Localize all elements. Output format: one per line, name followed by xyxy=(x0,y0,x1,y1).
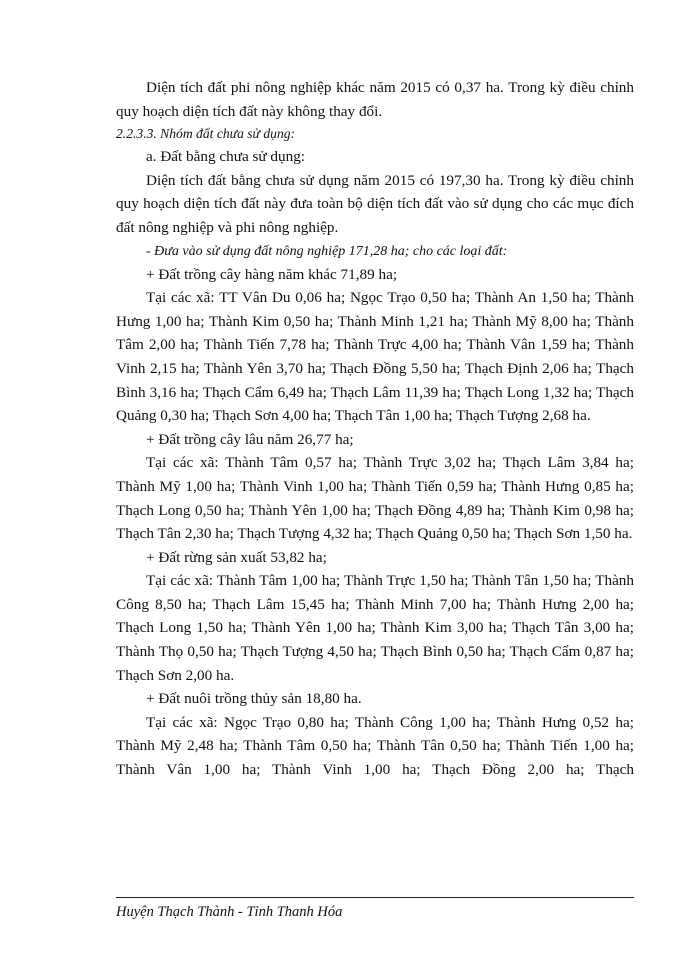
paragraph-perennial-crops-communes: Tại các xã: Thành Tâm 0,57 ha; Thành Trực 3,02 ha; Thạch Lâm 3,84 ha; Thành Mỹ 1,00 ha; Thành Vinh 1,00 ha; Thành Tiến 0,59 ha; Thành Hưng 0,85 ha; Thạch Long 0,50 ha; Thành Yên 1,00 ha; Thạch Đồng 4,89 ha; Thành Kim 0,98 ha; Thạch Tân 2,30 ha; Thạch Tượng 4,32 ha; Thạch Quảng 0,50 ha; Thạch Sơn 1,50 ha. xyxy=(116,454,634,543)
item-production-forest: + Đất rừng sản xuất 53,82 ha; xyxy=(146,548,327,566)
item-perennial-crops: + Đất trồng cây lâu năm 26,77 ha; xyxy=(146,430,354,448)
subheading-flat-unused-land: a. Đất bằng chưa sử dụng: xyxy=(146,148,306,166)
paragraph-annual-crops-communes: Tại các xã: TT Vân Du 0,06 ha; Ngọc Trạo 0,50 ha; Thành An 1,50 ha; Thành Hưng 1,00 ha; Thành Kim 0,50 ha; Thành Minh 1,21 ha; Thành Mỹ 8,00 ha; Thành Tâm 2,00 ha; Thành Tiến 7,78 ha; Thành Trực 4,00 ha; Thành Vân 1,59 ha; Thành Vinh 2,15 ha; Thành Yên 3,70 ha; Thạch Đồng 5,50 ha; Thạch Định 2,06 ha; Thạch Bình 3,16 ha; Thạch Cẩm 6,49 ha; Thạch Lâm 11,39 ha; Thạch Long 1,32 ha; Thạch Quảng 0,30 ha; Thạch Sơn 4,00 ha; Thạch Tân 1,00 ha; Thạch Tượng 2,68 ha. xyxy=(116,289,634,425)
section-heading-unused-land: 2.2.3.3. Nhóm đất chưa sử dụng: xyxy=(116,126,296,142)
paragraph-other-nonagri-land: Diện tích đất phi nông nghiệp khác năm 2015 có 0,37 ha. Trong kỳ điều chỉnh quy hoạch diện tích đất này không thay đổi. xyxy=(116,79,634,120)
item-aquaculture: + Đất nuôi trồng thủy sản 18,80 ha. xyxy=(146,690,362,708)
paragraph-aquaculture-communes: Tại các xã: Ngọc Trạo 0,80 ha; Thành Công 1,00 ha; Thành Hưng 0,52 ha; Thành Mỹ 2,48 ha; Thành Tâm 0,50 ha; Thành Tân 0,50 ha; Thành Tiến 1,00 ha; Thành Vân 1,00 ha; Thành Vinh 1,00 ha; Thạch Đồng 2,00 ha; Thạch xyxy=(116,713,634,779)
item-annual-crops: + Đất trồng cây hàng năm khác 71,89 ha; xyxy=(146,265,398,283)
paragraph-flat-unused-area: Diện tích đất bằng chưa sử dụng năm 2015 có 197,30 ha. Trong kỳ điều chỉnh quy hoạch diện tích đất này đưa toàn bộ diện tích đất vào sử dụng cho các mục đích đất nông nghiệp và phi nông nghiệp. xyxy=(116,171,634,236)
footer-text: Huyện Thạch Thành - Tỉnh Thanh Hóa xyxy=(116,904,343,920)
paragraph-production-forest-communes: Tại các xã: Thành Tâm 1,00 ha; Thành Trực 1,50 ha; Thành Tân 1,50 ha; Thành Công 8,50 ha; Thạch Lâm 15,45 ha; Thành Minh 7,00 ha; Thành Hưng 2,00 ha; Thạch Long 1,50 ha; Thành Yên 1,00 ha; Thành Kim 3,00 ha; Thạch Tân 3,00 ha; Thành Thọ 0,50 ha; Thạch Tượng 4,50 ha; Thạch Bình 0,50 ha; Thạch Cẩm 0,87 ha; Thạch Sơn 2,00 ha. xyxy=(116,572,634,684)
paragraph-agri-use-intro: - Đưa vào sử dụng đất nông nghiệp 171,28 ha; cho các loại đất: xyxy=(146,243,508,259)
document-body xyxy=(116,76,634,782)
footer-divider xyxy=(116,897,634,898)
